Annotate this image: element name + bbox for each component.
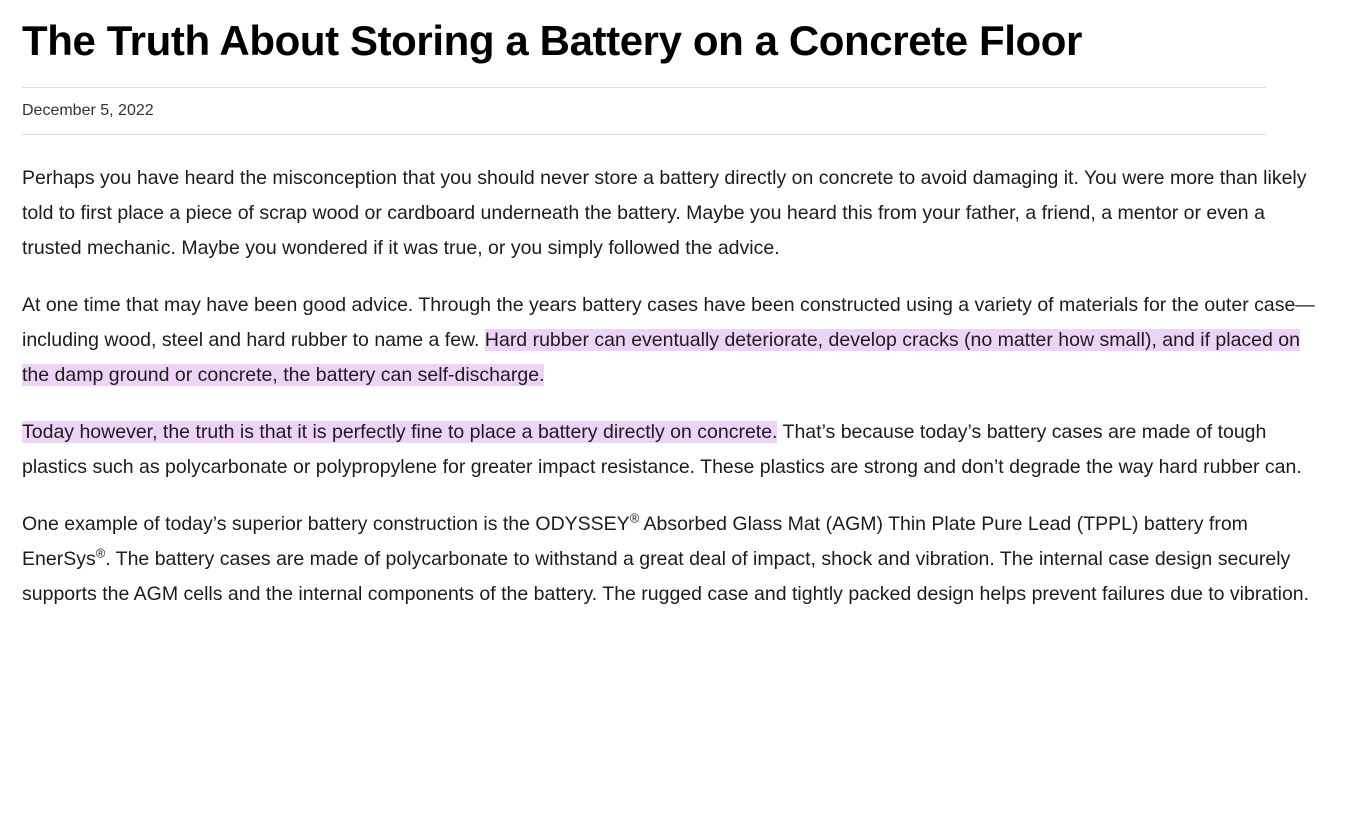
registered-mark-odyssey: ® (629, 510, 640, 526)
page-title: The Truth About Storing a Battery on a Concrete Floor (22, 17, 1082, 64)
paragraph-4-part-c: . The battery cases are made of polycarbonate to withstand a great deal of impact, shock and vibration. The internal case design securely supports the AGM cells and the internal components of the battery. The rugged case and tightly packed design helps prevent failures due to vibration. (22, 548, 1310, 606)
highlight-hard-rubber: Hard rubber can eventually deteriorate, develop cracks (no matter how small), and if placed on the damp ground or concrete, the battery can self-discharge. (22, 329, 1300, 387)
paragraph-2 (22, 288, 1326, 393)
paragraph-4-part-b: Absorbed Glass Mat (AGM) Thin Plate Pure Lead (TPPL) battery from EnerSys (22, 513, 1248, 571)
paragraph-2-lead: At one time that may have been good advice. Through the years battery cases have been constructed using a variety of materials for the outer case—including wood, steel and hard rubber to name a few. (22, 294, 1315, 352)
paragraph-3-rest: That’s because today’s battery cases are made of tough plastics such as polycarbonate or polypropylene for greater impact resistance. These plastics are strong and don’t degrade the way hard rubber can. (22, 421, 1302, 479)
publish-date: December 5, 2022 (22, 88, 1266, 135)
paragraph-4-part-a: One example of today’s superior battery construction is the ODYSSEY (22, 513, 630, 536)
paragraph-1: Perhaps you have heard the misconception that you should never store a battery directly on concrete to avoid damaging it. You were more than likely told to first place a piece of scrap wood or cardboard underneath the battery. Maybe you heard this from your father, a friend, a mentor or even a trusted mechanic. Maybe you wondered if it was true, or you simply followed the advice. (22, 167, 1307, 260)
paragraph-3 (22, 415, 1326, 485)
article-body (22, 161, 1326, 612)
registered-mark-enersys: ® (95, 545, 106, 561)
highlight-perfectly-fine: Today however, the truth is that it is perfectly fine to place a battery directly on concrete. (22, 421, 778, 444)
article-page (0, 16, 1348, 612)
paragraph-4 (22, 507, 1326, 612)
